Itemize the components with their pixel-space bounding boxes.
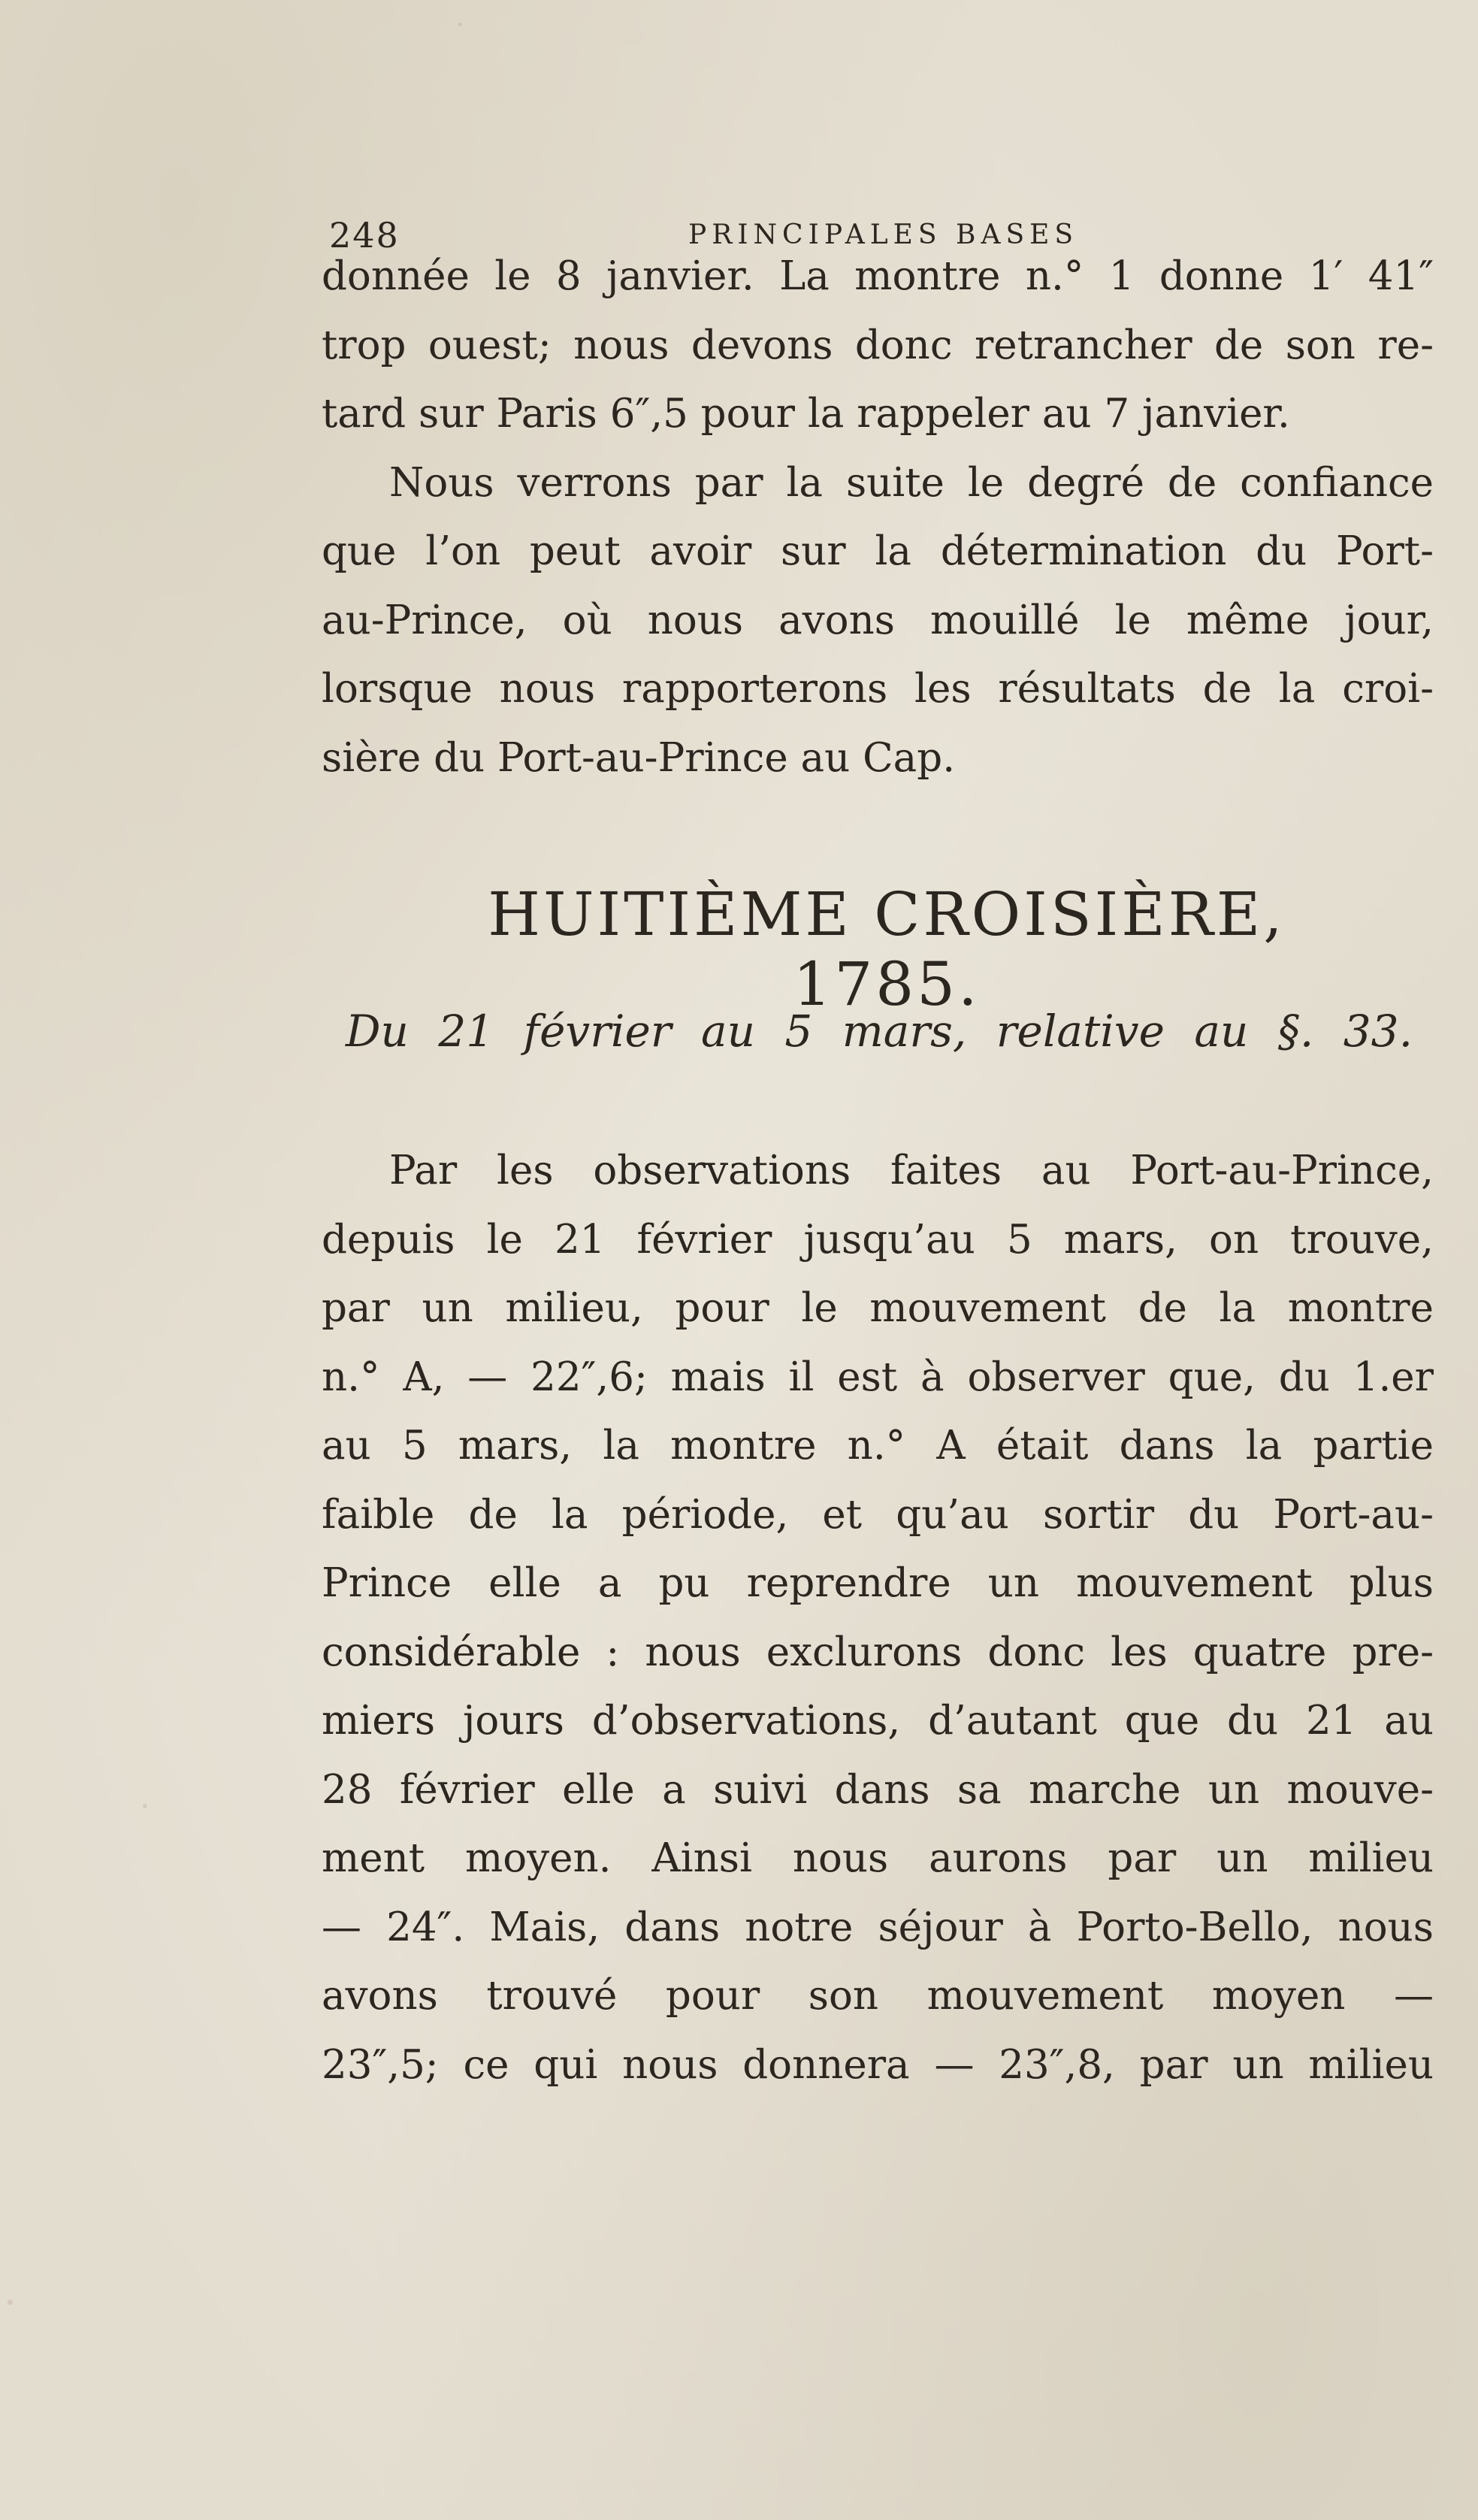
text-line: que l’on peut avoir sur la détermination du Port- — [322, 528, 1434, 574]
text-block-1 — [322, 242, 1434, 792]
text-line: faible de la période, et qu’au sortir du Port-au- — [322, 1491, 1434, 1538]
text-line: 28 février elle a suivi dans sa marche un mouve- — [322, 1766, 1434, 1813]
text-line: au-Prince, où nous avons mouillé le même jour, — [322, 597, 1434, 643]
text-line: depuis le 21 février jusqu’au 5 mars, on trouve, — [322, 1216, 1434, 1263]
running-title: PRINCIPALES BASES — [688, 219, 1079, 250]
paper-spot — [8, 2300, 13, 2305]
text-line: au 5 mars, la montre n.° A était dans la partie — [322, 1423, 1434, 1469]
text-line: sière du Port-au-Prince au Cap. — [322, 734, 956, 781]
text-line: considérable : nous exclurons donc les quatre pre- — [322, 1629, 1434, 1675]
section-subheading: Du 21 février au 5 mars, relative au §. 33. — [346, 1006, 1413, 1057]
text-line: donnée le 8 janvier. La montre n.° 1 donne 1′ 41″ — [322, 253, 1434, 299]
text-line: Nous verrons par la suite le degré de confiance — [389, 459, 1434, 506]
text-line: n.° A, — 22″,6; mais il est à observer que, du 1.er — [322, 1354, 1434, 1400]
text-line: ment moyen. Ainsi nous aurons par un milieu — [322, 1835, 1434, 1881]
paper-spot — [458, 23, 462, 26]
text-line: — 24″. Mais, dans notre séjour à Porto-Bello, nous — [322, 1904, 1434, 1950]
page-number: 248 — [329, 215, 400, 256]
section-heading: HUITIÈME CROISIÈRE, 1785. — [488, 879, 1286, 1019]
text-line: 23″,5; ce qui nous donnera — 23″,8, par un milieu — [322, 2041, 1434, 2088]
text-line: Prince elle a pu reprendre un mouvement plus — [322, 1560, 1434, 1606]
text-block-2 — [322, 1136, 1434, 2099]
text-line: tard sur Paris 6″,5 pour la rappeler au 7 janvier. — [322, 391, 1290, 437]
text-line: Par les observations faites au Port-au-Prince, — [389, 1148, 1434, 1193]
text-line: lorsque nous rapporterons les résultats de la croi- — [322, 666, 1434, 712]
text-line: par un milieu, pour le mouvement de la montre — [322, 1285, 1434, 1331]
paper-spot — [143, 1804, 147, 1808]
text-line: miers jours d’observations, d’autant que du 21 au — [322, 1698, 1434, 1744]
text-line: avons trouvé pour son mouvement moyen — — [322, 1973, 1434, 2019]
text-line: trop ouest; nous devons donc retrancher de son re- — [322, 322, 1434, 368]
